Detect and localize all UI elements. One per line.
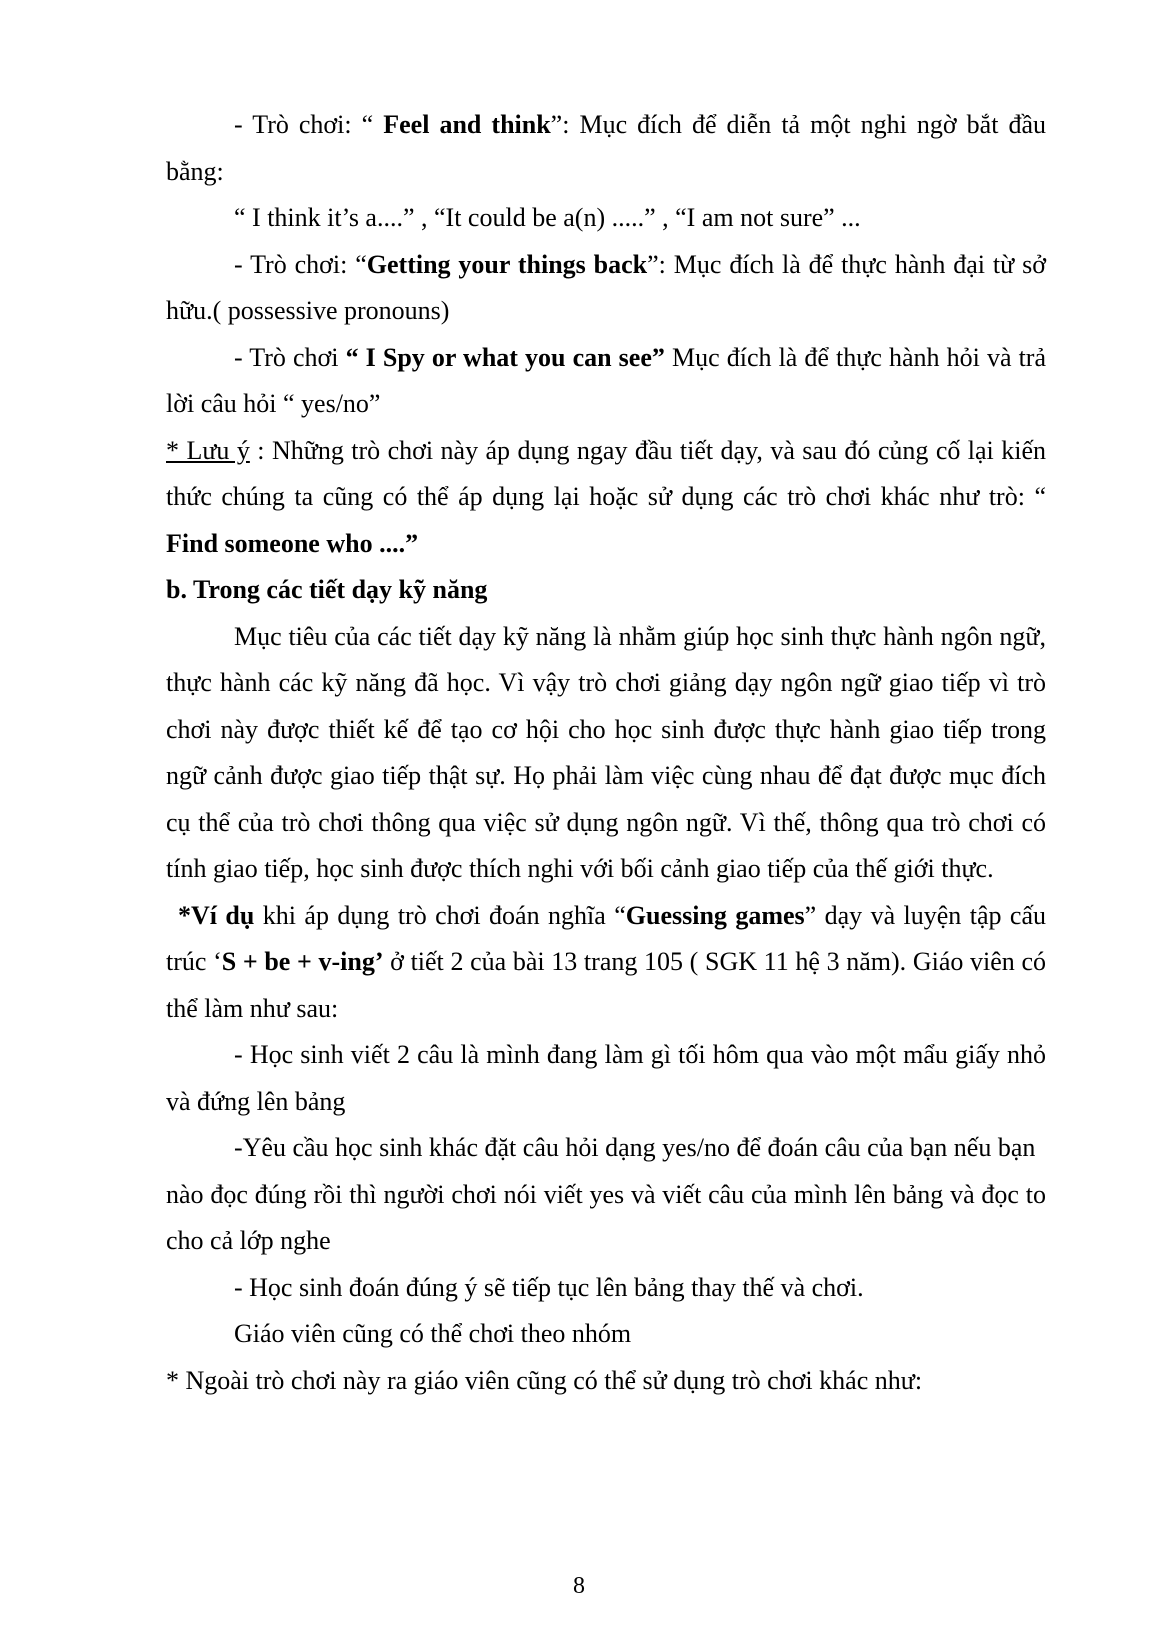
game-name-feel-and-think: Feel and think [383,110,551,139]
example-label: *Ví dụ [178,900,255,930]
paragraph-other-games: * Ngoài trò chơi này ra giáo viên cũng có thể sử dụng trò chơi khác như: [166,1365,923,1395]
game-name-find-someone: Find someone who ....” [166,528,419,558]
paragraph-step-1: - Học sinh viết 2 câu là mình đang làm gì tối hôm qua vào một mẩu giấy nhỏ và đứng lên bảng [166,1040,1046,1116]
game-name-guessing-games: Guessing games [625,900,805,930]
game-name-getting-things-back: Getting your things back [366,249,648,279]
note-label: * Lưu ý [166,435,250,465]
section-heading: b. Trong các tiết dạy kỹ năng [166,575,488,604]
paragraph-getting-things-back: - Trò chơi: “Getting your things back”: Mục đích là để thực hành đại từ sở hữu.( possessive pronouns) [166,249,1046,325]
paragraph-step-2-continued: nào đọc đúng rồi thì người chơi nói viết yes và viết câu của mình lên bảng và đọc to cho cả lớp nghe [166,1179,1046,1255]
paragraph-feel-and-think: - Trò chơi: “ Feel and think”: Mục đích để diễn tả một nghi ngờ bắt đầu bằng: [166,110,1046,186]
paragraph-example-phrases: “ I think it’s a....” , “It could be a(n) .....” , “I am not sure” ... [234,203,861,232]
game-name-i-spy: “ I Spy or what you can see” [345,342,665,372]
page-number: 8 [573,1573,585,1599]
paragraph-example: *Ví dụ khi áp dụng trò chơi đoán nghĩa “Guessing games” dạy và luyện tập cấu trúc ‘S + be + v-ing’ ở tiết 2 của bài 13 trang 105 ( SGK 11 hệ 3 năm). Giáo viên có thể làm như sau: [166,900,1047,1023]
paragraph-note: * Lưu ý : Những trò chơi này áp dụng ngay đầu tiết dạy, và sau đó củng cố lại kiến thức chúng ta cũng có thể áp dụng lại hoặc sử dụng các trò chơi khác như trò: “ Find someone who ....” [166,435,1046,558]
paragraph-i-spy: - Trò chơi “ I Spy or what you can see” Mục đích là để thực hành hỏi và trả lời câu hỏi “ yes/no” [166,342,1046,418]
paragraph-step-2: -Yêu cầu học sinh khác đặt câu hỏi dạng yes/no để đoán câu của bạn nếu bạn [234,1133,1036,1162]
document-page [166,102,1046,1404]
structure-formula: S + be + v-ing’ [221,947,384,976]
paragraph-skills-objective: Mục tiêu của các tiết dạy kỹ năng là nhằm giúp học sinh thực hành ngôn ngữ, thực hành các kỹ năng đã học. Vì vậy trò chơi giảng dạy ngôn ngữ giao tiếp vì trò chơi này được thiết kế để tạo cơ hội cho học sinh được thực hành giao tiếp trong ngữ cảnh được giao tiếp thật sự. Họ phải làm việc cùng nhau để đạt được mục đích cụ thể của trò chơi thông qua việc sử dụng ngôn ngữ. Vì thế, thông qua trò chơi có tính giao tiếp, học sinh được thích nghi với bối cảnh giao tiếp của thế giới thực. [166,621,1046,883]
paragraph-group-play: Giáo viên cũng có thể chơi theo nhóm [234,1319,632,1348]
paragraph-step-3: - Học sinh đoán đúng ý sẽ tiếp tục lên bảng thay thế và chơi. [234,1272,864,1302]
